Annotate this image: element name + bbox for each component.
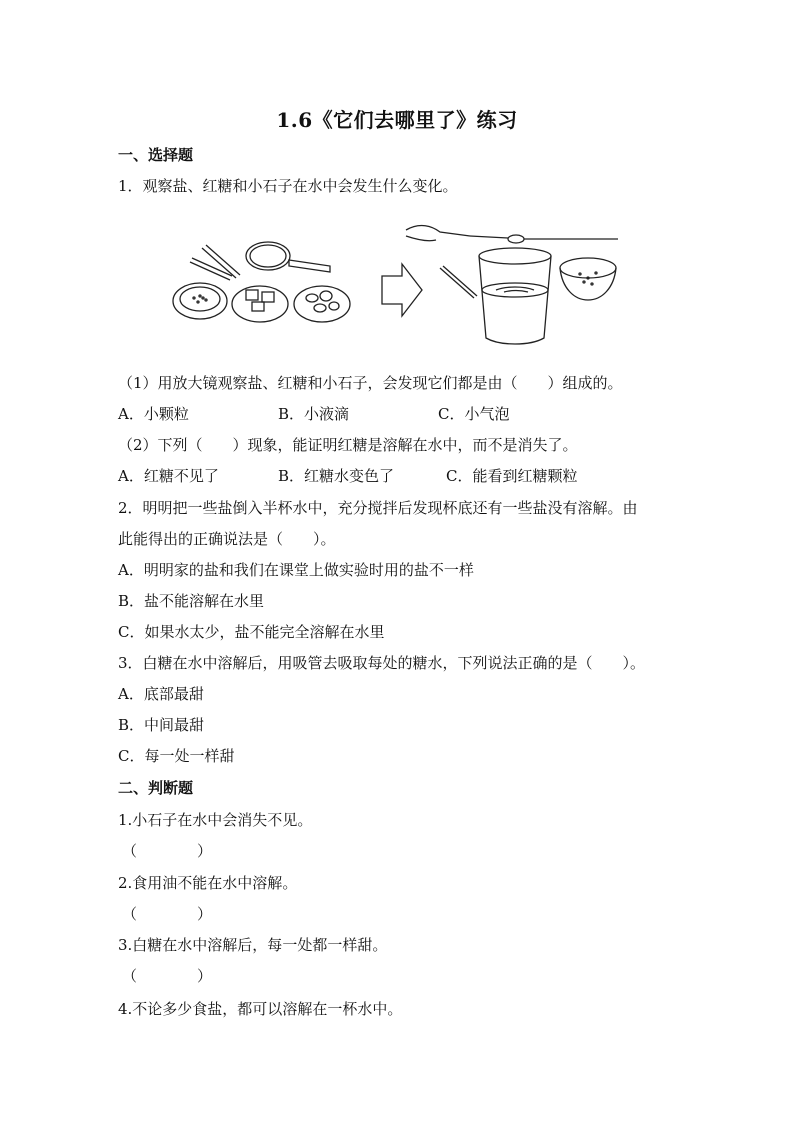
page-title: 1.6《它们去哪里了》练习 bbox=[276, 108, 518, 132]
q3-option-a[interactable]: A．底部最甜 bbox=[118, 685, 204, 703]
brown-sugar-dish-drawing bbox=[232, 286, 288, 322]
judgement-blank-1[interactable]: （ ） bbox=[122, 842, 213, 860]
q3-option-b[interactable]: B．中间最甜 bbox=[118, 716, 205, 734]
judgement-item-3: 3.白糖在水中溶解后，每一处都一样甜。 bbox=[118, 936, 388, 954]
q1-1-option-c[interactable]: C．小气泡 bbox=[438, 405, 510, 423]
magnifier-drawing bbox=[246, 242, 330, 272]
q1-2-option-c[interactable]: C．能看到红糖颗粒 bbox=[446, 467, 578, 485]
stirring-stick-drawing bbox=[440, 268, 474, 298]
question-3-stem: 3．白糖在水中溶解后，用吸管去吸取每处的糖水，下列说法正确的是（ ）。 bbox=[118, 654, 646, 672]
question-1-sub-2-stem: （2）下列（ ）现象，能证明红糖是溶解在水中，而不是消失了。 bbox=[118, 436, 578, 454]
question-2-stem-line-1: 2．明明把一些盐倒入半杯水中，充分搅拌后发现杯底还有一些盐没有溶解。由 bbox=[118, 499, 638, 517]
question-1-stem: 1．观察盐、红糖和小石子在水中会发生什么变化。 bbox=[118, 177, 458, 195]
q1-2-option-b[interactable]: B．红糖水变色了 bbox=[278, 467, 395, 485]
q1-2-option-a[interactable]: A．红糖不见了 bbox=[118, 467, 219, 485]
q1-1-option-b[interactable]: B．小液滴 bbox=[278, 405, 350, 423]
section-heading-choice: 一、选择题 bbox=[118, 146, 194, 164]
salt-dish-drawing bbox=[173, 283, 227, 319]
arrow-drawing bbox=[382, 264, 422, 316]
q2-option-a[interactable]: A．明明家的盐和我们在课堂上做实验时用的盐不一样 bbox=[118, 561, 474, 579]
q3-option-c[interactable]: C．每一处一样甜 bbox=[118, 747, 235, 765]
chopsticks-drawing bbox=[190, 245, 240, 280]
judgement-item-2: 2.食用油不能在水中溶解。 bbox=[118, 874, 298, 892]
glass-of-water-drawing bbox=[479, 248, 551, 344]
q2-option-b[interactable]: B．盐不能溶解在水里 bbox=[118, 592, 265, 610]
spoon-hand-drawing bbox=[406, 226, 618, 243]
question-1-sub-1-stem: （1）用放大镜观察盐、红糖和小石子，会发现它们都是由（ ）组成的。 bbox=[118, 374, 623, 392]
pebble-dish-drawing bbox=[294, 286, 350, 322]
bowl-drawing bbox=[560, 258, 616, 300]
section-heading-judgement: 二、判断题 bbox=[118, 779, 194, 797]
experiment-illustration bbox=[170, 218, 620, 358]
question-2-stem-line-2: 此能得出的正确说法是（ ）。 bbox=[118, 530, 336, 548]
judgement-item-1: 1.小石子在水中会消失不见。 bbox=[118, 811, 313, 829]
judgement-item-4: 4.不论多少食盐，都可以溶解在一杯水中。 bbox=[118, 1000, 403, 1018]
judgement-blank-3[interactable]: （ ） bbox=[122, 967, 213, 985]
judgement-blank-2[interactable]: （ ） bbox=[122, 905, 213, 923]
q1-1-option-a[interactable]: A．小颗粒 bbox=[118, 405, 189, 423]
q2-option-c[interactable]: C．如果水太少，盐不能完全溶解在水里 bbox=[118, 623, 385, 641]
